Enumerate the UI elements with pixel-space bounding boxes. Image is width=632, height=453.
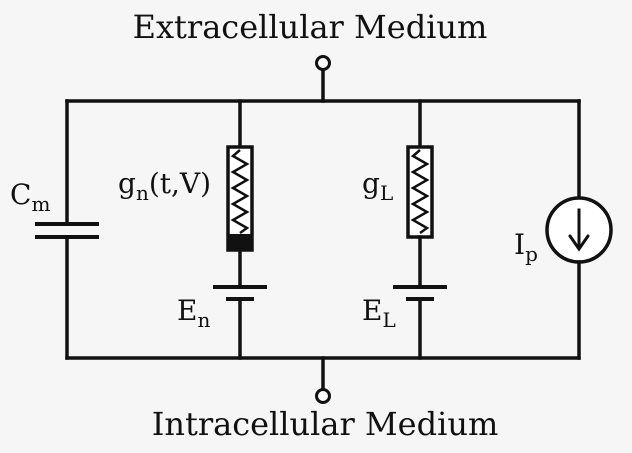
top-terminal <box>317 57 330 70</box>
variable-conductance-label: $g_n(t,V)$ <box>118 167 212 205</box>
capacitor-label: $C_m$ <box>10 178 51 216</box>
bottom-terminal <box>317 390 330 403</box>
battery-l-label: $E_L$ <box>362 294 396 332</box>
leak-conductance-label: $g_L$ <box>362 167 394 205</box>
variable-conductance-branch <box>213 101 267 358</box>
intracellular-medium-label: Intracellular Medium <box>151 405 499 443</box>
battery-n-label: $E_n$ <box>177 294 211 332</box>
variable-resistor-bar <box>228 234 252 250</box>
leak-conductance-branch <box>393 101 447 358</box>
extracellular-medium-label: Extracellular Medium <box>132 8 488 46</box>
current-source-label: $I_p$ <box>514 228 538 266</box>
current-source-branch <box>547 101 611 358</box>
capacitor-branch <box>35 101 99 358</box>
